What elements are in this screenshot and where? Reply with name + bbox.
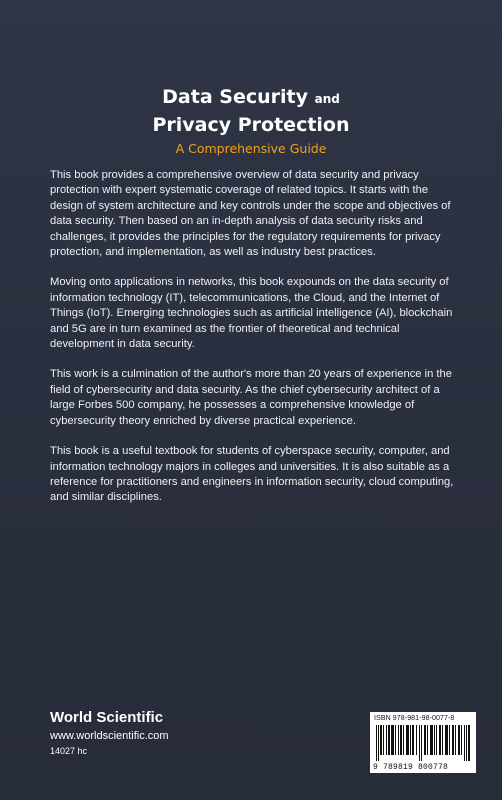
isbn-text: ISBN 978-981-98-0077-8: [374, 715, 455, 722]
barcode-icon: [376, 725, 470, 761]
title-block: [0, 84, 502, 156]
publisher-block: [50, 709, 169, 757]
publisher-name: World Scientific: [50, 709, 164, 726]
blurb-text: [50, 168, 460, 521]
barcode-label: [370, 712, 476, 773]
barcode-digits: 9 789819 800778: [373, 763, 449, 772]
book-subtitle: A Comprehensive Guide: [175, 141, 327, 156]
publisher-url: www.worldscientific.com: [50, 730, 169, 742]
blurb-paragraph-3: This work is a culmination of the author's more than 20 years of experience in the field of cybersecurity and data security. As the chief cybersecurity architect of a large Forbes 500 company, he possesses a comprehensive knowledge of cybersecurity theory enriched by diverse practical experience.: [50, 368, 452, 427]
product-code: 14027 hc: [50, 746, 88, 756]
book-title-line-1: [0, 84, 502, 112]
title-conjunction: and: [314, 92, 340, 106]
title-main-text: Data Security: [162, 86, 308, 108]
blurb-paragraph-4: This book is a useful textbook for students of cyberspace security, computer, and information technology majors in colleges and universities. It is also suitable as a reference for practitioners and engineers in information security, cloud computing, and similar disciplines.: [50, 445, 454, 504]
blurb-paragraph-1: This book provides a comprehensive overview of data security and privacy protection with expert systematic coverage of related topics. It starts with the design of system architecture and key controls under the scope and objectives of data security. Then based on an in-depth analysis of data security risks and challenges, it provides the principles for the regulatory requirements for privacy protection, and implementation, as well as industry best practices.: [50, 169, 451, 259]
book-title-line-2: Privacy Protection: [152, 114, 350, 136]
blurb-paragraph-2: Moving onto applications in networks, this book expounds on the data security of information technology (IT), telecommunications, the Cloud, and the Internet of Things (IoT). Emerging technologies such as artificial intelligence (AI), blockchain and 5G are in turn examined as the frontier of theoretical and technical development in data security.: [50, 276, 453, 351]
